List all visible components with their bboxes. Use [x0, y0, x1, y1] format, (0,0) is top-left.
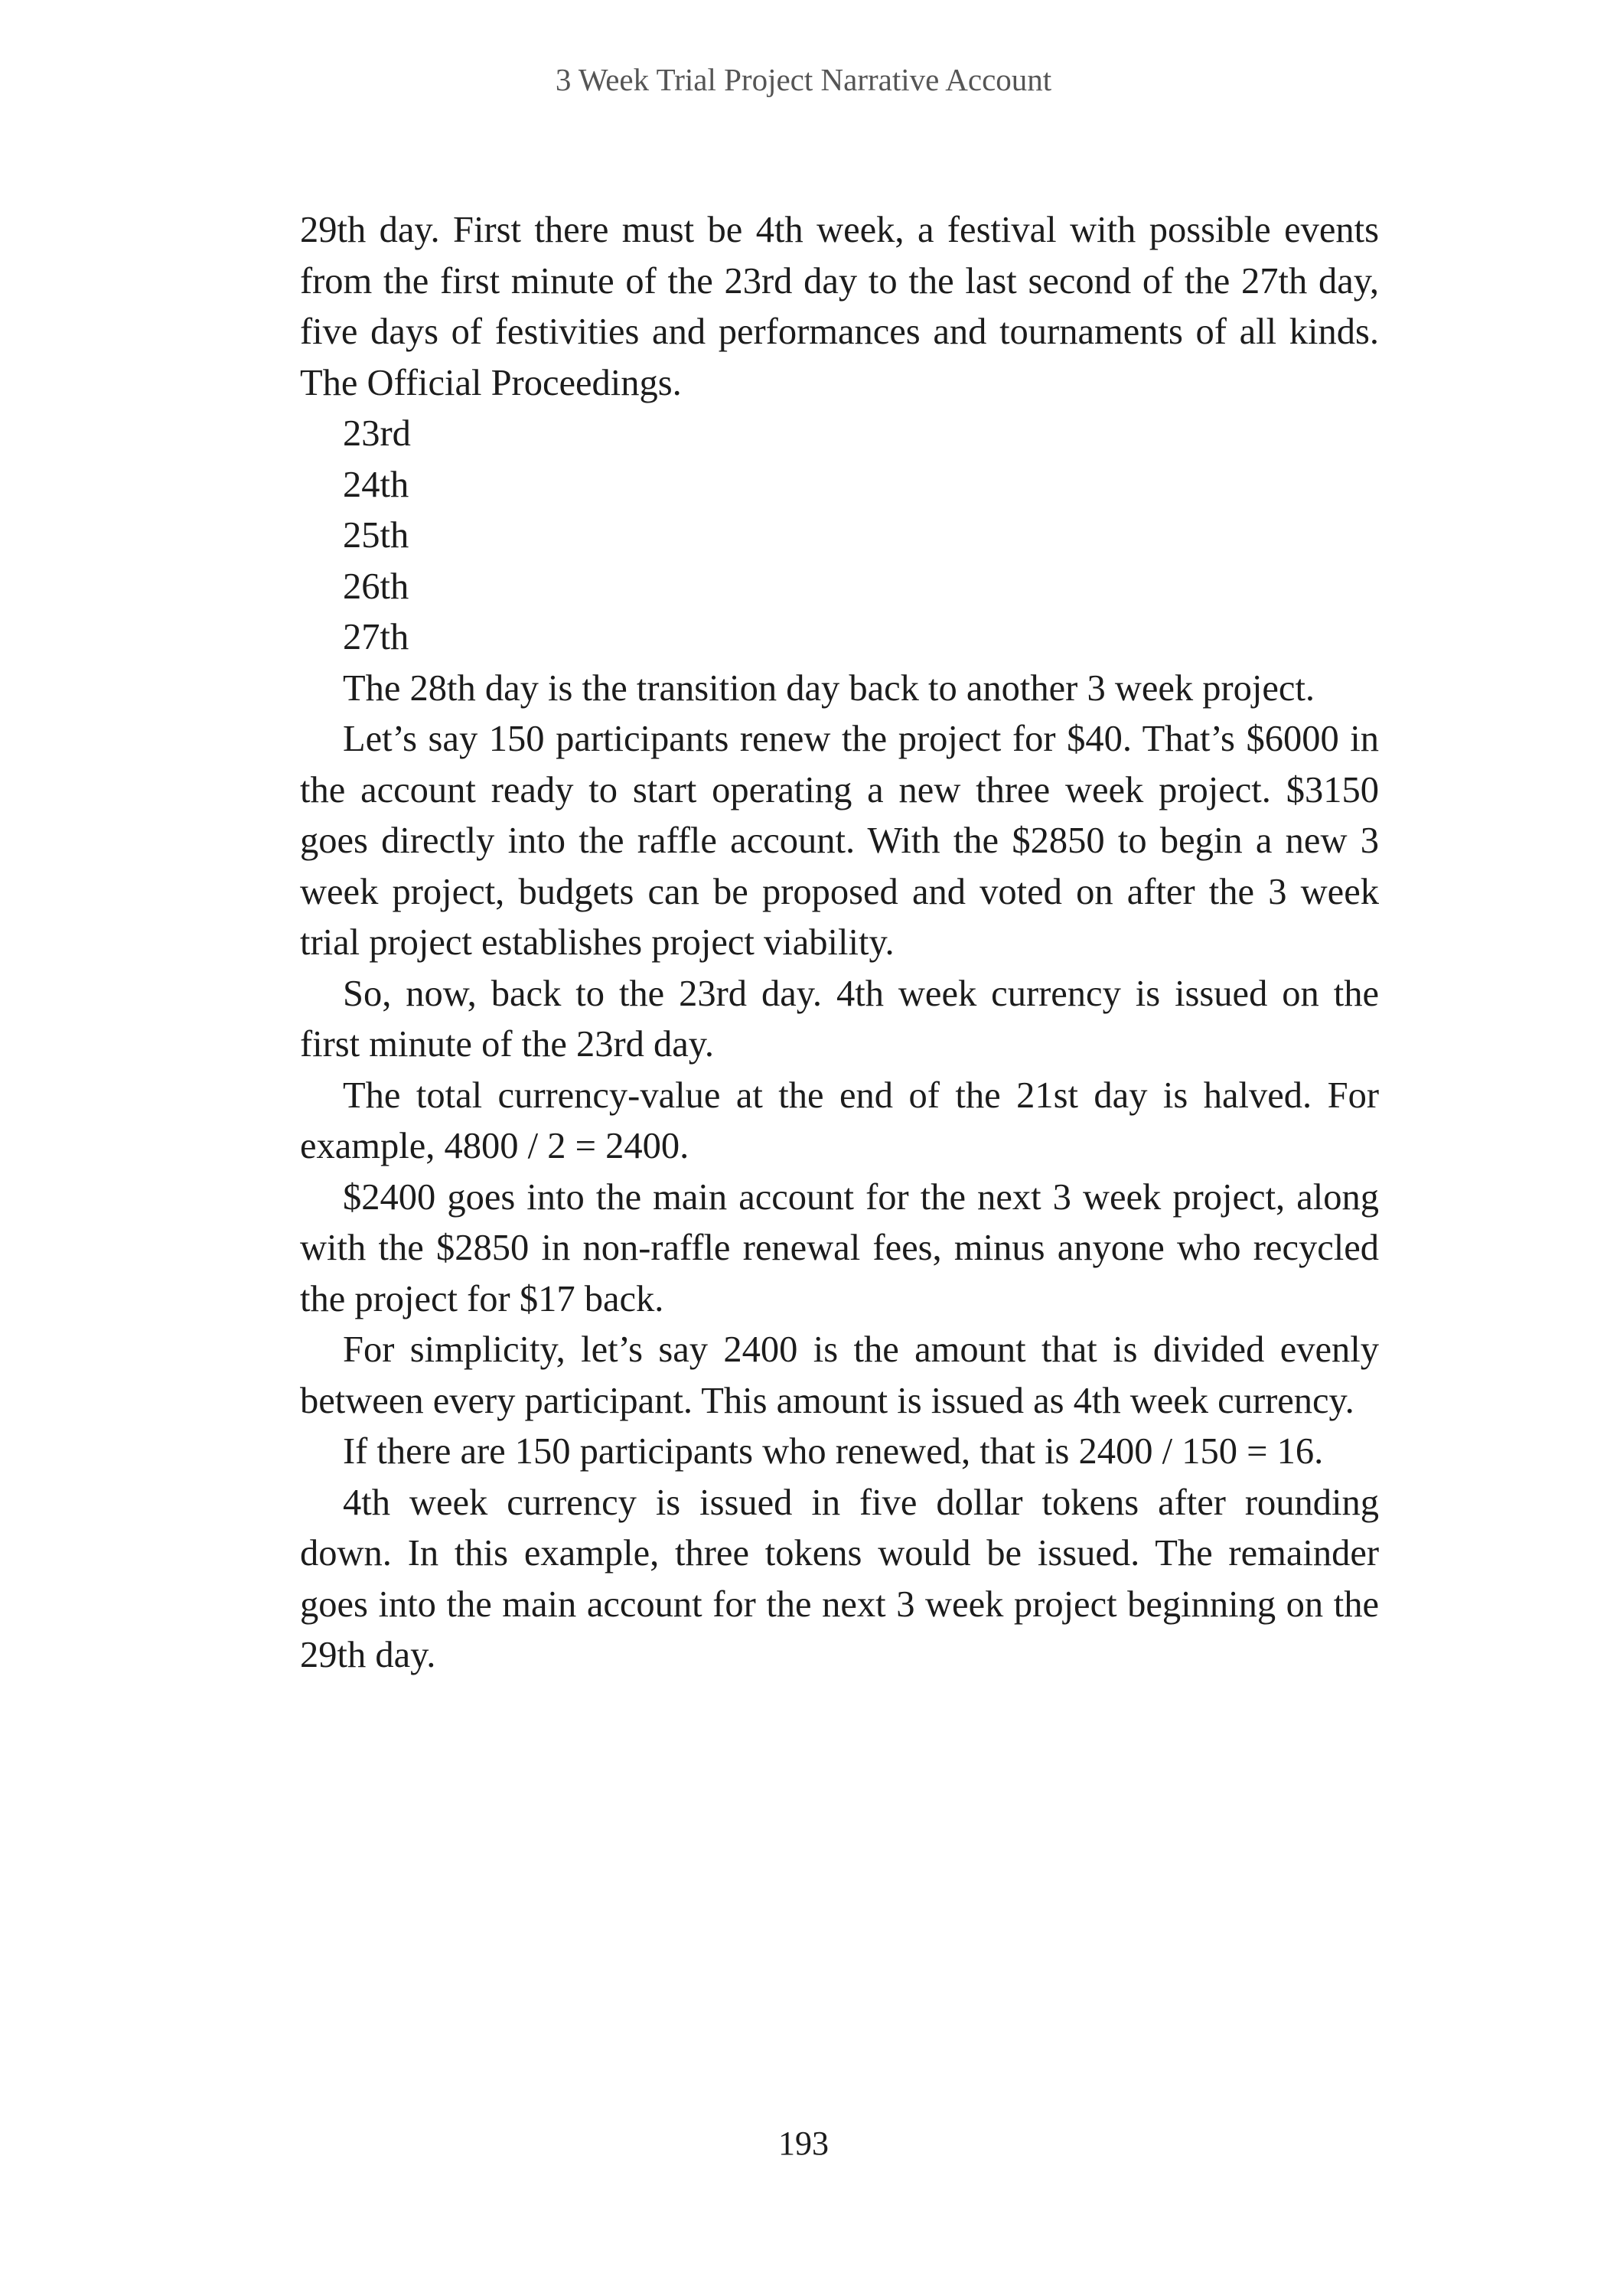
paragraph: For simplicity, let’s say 2400 is the amount that is divided evenly between every participant. This amount is issued as 4th week currency. — [300, 1329, 1379, 1421]
paragraph: Let’s say 150 participants renew the project for $40. That’s $6000 in the account ready to start operating a new three week project. $3150 goes directly into the raffle account. With the $2850 to begin a new 3 week project, budgets can be proposed and voted on after the 3 week trial project establishes project viability. — [300, 719, 1379, 963]
paragraph: 29th day. First there must be 4th week, a festival with possible events from the first minute of the 23rd day to the last second of the 27th day, five days of festivities and performances and tournaments of all kinds. The Official Proceedings. — [300, 210, 1379, 403]
day-list-item: 23rd — [343, 413, 411, 454]
paragraph: The 28th day is the transition day back to another 3 week project. — [343, 667, 1315, 709]
page-number: 193 — [778, 2125, 829, 2162]
paragraph: If there are 150 participants who renewed, that is 2400 / 150 = 16. — [343, 1431, 1324, 1472]
paragraph: $2400 goes into the main account for the next 3 week project, along with the $2850 in non-raffle renewal fees, minus anyone who recycled the project for $17 back. — [300, 1176, 1379, 1319]
day-list-item: 25th — [343, 515, 409, 556]
day-list-item: 24th — [343, 464, 409, 505]
paragraph: So, now, back to the 23rd day. 4th week currency is issued on the first minute of the 23rd day. — [300, 973, 1379, 1065]
paragraph: 4th week currency is issued in five dollar tokens after rounding down. In this example, three tokens would be issued. The remainder goes into the main account for the next 3 week project beginning on the 29th day. — [300, 1482, 1379, 1675]
day-list-item: 26th — [343, 566, 409, 607]
paragraph: The total currency-value at the end of the 21st day is halved. For example, 4800 / 2 = 2400. — [300, 1075, 1379, 1166]
body-text — [300, 205, 1379, 1681]
running-header: 3 Week Trial Project Narrative Account — [555, 62, 1052, 97]
day-list-item: 27th — [343, 617, 409, 657]
